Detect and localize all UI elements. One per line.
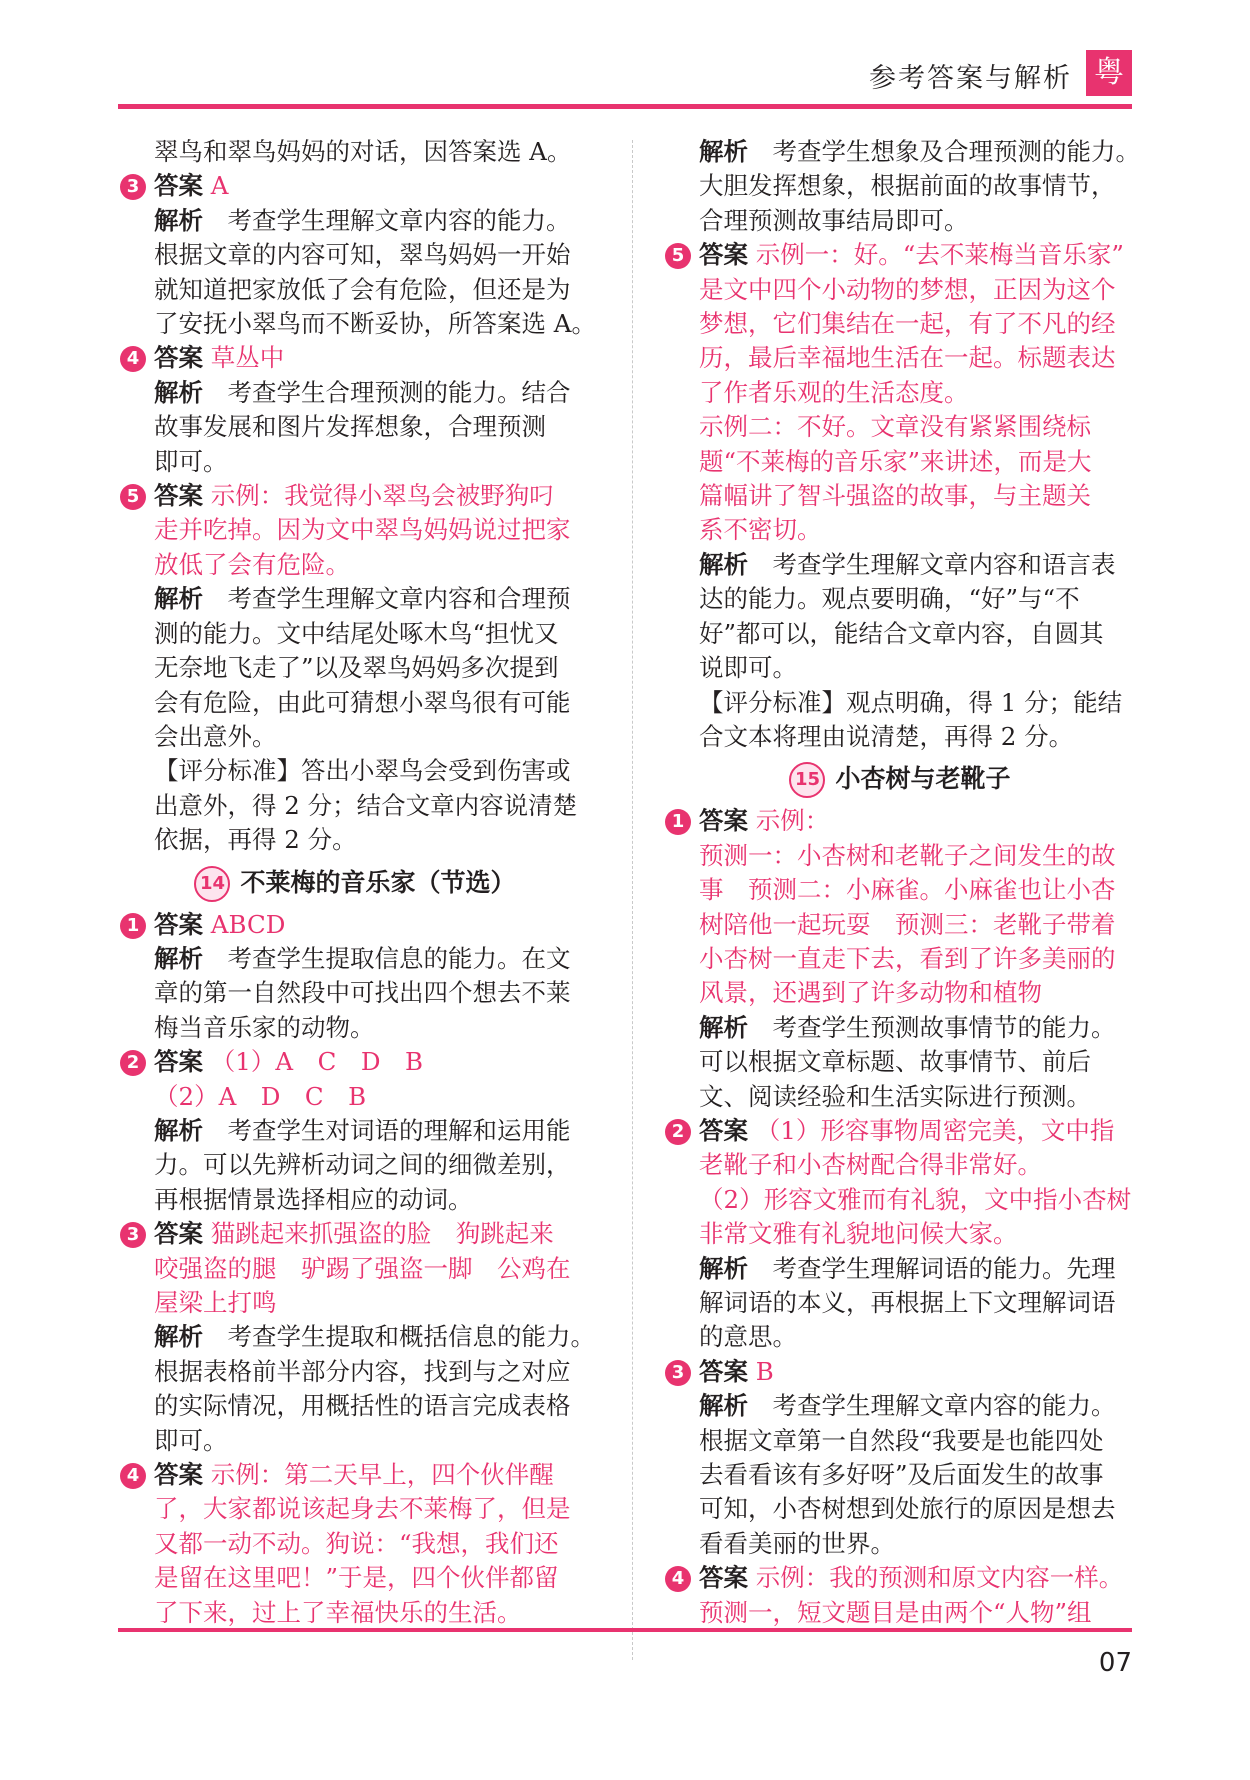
answer-text: （1）形容事物周密完美，文中指	[755, 1115, 1115, 1145]
answer-line	[126, 479, 590, 513]
answer-label: 答案	[154, 909, 203, 939]
analysis-text: 了安抚小翠鸟而不断妥协，所答案选 A。	[154, 309, 596, 339]
answer-label: 答案	[154, 171, 203, 201]
analysis-text: 看看美丽的世界。	[699, 1528, 895, 1558]
answer-line	[126, 169, 590, 203]
analysis-line	[699, 1011, 1135, 1045]
left-column	[120, 135, 596, 1630]
analysis-text: 考查学生提取和概括信息的能力。	[227, 1322, 595, 1352]
answer-text: 了下来，过上了幸福快乐的生活。	[154, 1597, 522, 1627]
analysis-text: 的实际情况，用概括性的语言完成表格	[154, 1391, 571, 1421]
answer-label: 答案	[154, 1047, 203, 1077]
answer-text: 预测一，短文题目是由两个“人物”组	[699, 1597, 1092, 1627]
analysis-text: 无奈地飞走了”以及翠鸟妈妈多次提到	[154, 653, 559, 683]
analysis-text: 好”都可以，能结合文章内容，自圆其	[699, 618, 1104, 648]
analysis-label: 解析	[699, 1012, 748, 1042]
analysis-line	[154, 1114, 590, 1148]
text-line: 翠鸟和翠鸟妈妈的对话，因答案选 A。	[154, 137, 572, 166]
answer-line	[671, 1114, 1135, 1148]
analysis-label: 解析	[154, 943, 203, 973]
analysis-text: 根据文章第一自然段“我要是也能四处	[699, 1425, 1104, 1455]
answer-text: 示例：	[755, 806, 830, 836]
region-badge: 粤	[1086, 50, 1132, 96]
answer-label: 答案	[154, 1219, 203, 1249]
analysis-text: 会出意外。	[154, 721, 277, 751]
analysis-text: 即可。	[154, 446, 228, 476]
answer-line	[126, 1217, 590, 1251]
answer-text: （2）A D C B	[154, 1081, 367, 1111]
analysis-text: 的意思。	[699, 1322, 797, 1352]
question-number-badge: 4	[120, 1463, 146, 1489]
answer-text: 走并吃掉。因为文中翠鸟妈妈说过把家	[154, 515, 571, 545]
analysis-label: 解析	[154, 1322, 203, 1352]
answer-text: 示例：第二天早上，四个伙伴醒	[210, 1460, 554, 1490]
question-number-badge: 3	[665, 1360, 691, 1386]
section-title: 小杏树与老靴子	[835, 764, 1011, 794]
answer-text: 事 预测二：小麻雀。小麻雀也让小杏	[699, 875, 1116, 905]
answer-text: 咬强盗的腿 驴踢了强盗一脚 公鸡在	[154, 1253, 571, 1283]
analysis-text: 根据文章的内容可知，翠鸟妈妈一开始	[154, 240, 571, 270]
answer-text: 老靴子和小杏树配合得非常好。	[699, 1150, 1042, 1180]
section-heading	[665, 754, 1135, 804]
analysis-label: 解析	[699, 549, 748, 579]
analysis-text: 考查学生理解文章内容的能力。	[227, 205, 571, 235]
answer-text: 树陪他一起玩耍 预测三：老靴子带着	[699, 909, 1116, 939]
analysis-label: 解析	[154, 1115, 203, 1145]
answer-label: 答案	[154, 481, 203, 511]
answer-label: 答案	[154, 1460, 203, 1490]
analysis-text: 故事发展和图片发挥想象，合理预测	[154, 412, 546, 442]
question-number-badge: 2	[665, 1119, 691, 1145]
answer-label: 答案	[699, 1115, 748, 1145]
analysis-text: 合理预测故事结局即可。	[699, 205, 969, 235]
answer-text: 又都一动不动。狗说：“我想，我们还	[154, 1528, 559, 1558]
question-number-badge: 4	[665, 1566, 691, 1592]
analysis-text: 根据表格前半部分内容，找到与之对应	[154, 1356, 571, 1386]
header-title: 参考答案与解析	[869, 63, 1072, 94]
answer-label: 答案	[154, 343, 203, 373]
answer-text: （2）形容文雅而有礼貌，文中指小杏树	[699, 1184, 1132, 1214]
answer-label: 答案	[699, 806, 748, 836]
analysis-text: 去看看该有多好呀”及后面发生的故事	[699, 1460, 1104, 1490]
analysis-text: 再根据情景选择相应的动词。	[154, 1184, 473, 1214]
analysis-text: 可知，小杏树想到处旅行的原因是想去	[699, 1494, 1116, 1524]
answer-text: ABCD	[210, 909, 286, 939]
analysis-text: 解词语的本义，再根据上下文理解词语	[699, 1288, 1116, 1317]
analysis-text: 考查学生理解文章内容的能力。	[772, 1391, 1116, 1421]
answer-line	[126, 1045, 590, 1079]
analysis-text: 就知道把家放低了会有危险，但还是为	[154, 274, 571, 304]
answer-text: （1）A C D B	[210, 1047, 423, 1077]
scoring-text: 合文本将理由说清楚，再得 2 分。	[699, 721, 1074, 751]
analysis-text: 可以根据文章标题、故事情节、前后	[699, 1047, 1091, 1077]
question-number-badge: 2	[120, 1050, 146, 1076]
answer-line	[126, 908, 590, 942]
answer-text: 放低了会有危险。	[154, 549, 350, 579]
scoring-text: 依据，再得 2 分。	[154, 825, 357, 855]
answer-line	[671, 1355, 1135, 1389]
analysis-line	[154, 1320, 595, 1354]
analysis-text: 力。可以先辨析动词之间的细微差别，	[154, 1150, 571, 1180]
column-divider	[632, 140, 633, 1660]
question-number-badge: 1	[120, 913, 146, 939]
answer-text: 了，大家都说该起身去不莱梅了，但是	[154, 1494, 571, 1524]
analysis-line	[699, 135, 1140, 169]
question-number-badge: 1	[665, 809, 691, 835]
section-number-badge: 15	[789, 762, 825, 798]
answer-line	[126, 1458, 590, 1492]
answer-line	[126, 341, 590, 375]
section-title: 不莱梅的音乐家（节选）	[240, 867, 516, 897]
answer-line	[671, 1561, 1135, 1595]
answer-text: 梦想，它们集结在一起，有了不凡的经	[699, 309, 1116, 339]
analysis-line	[154, 942, 590, 976]
analysis-label: 解析	[154, 377, 203, 407]
answer-text: 猫跳起来抓强盗的脸 狗跳起来	[210, 1219, 554, 1249]
analysis-text: 考查学生理解词语的能力。先理	[772, 1253, 1116, 1283]
answer-text: 示例一：好。“去不莱梅当音乐家”	[755, 240, 1124, 270]
analysis-text: 说即可。	[699, 653, 797, 683]
right-column	[665, 135, 1140, 1630]
analysis-line	[699, 1252, 1135, 1286]
analysis-line	[699, 548, 1135, 582]
analysis-text: 会有危险，由此可猜想小翠鸟很有可能	[154, 687, 571, 717]
answer-text: 是留在这里吧！”于是，四个伙伴都留	[154, 1563, 559, 1593]
analysis-text: 即可。	[154, 1425, 228, 1455]
answer-text: B	[755, 1356, 774, 1386]
answer-text: 示例二：不好。文章没有紧紧围绕标	[699, 412, 1091, 442]
answer-label: 答案	[699, 1563, 748, 1593]
answer-text: 屋梁上打鸣	[154, 1288, 277, 1317]
analysis-line	[699, 1389, 1135, 1423]
page-number: 07	[1098, 1648, 1132, 1678]
answer-text: 历，最后幸福地生活在一起。标题表达	[699, 343, 1116, 373]
question-number-badge: 3	[120, 1222, 146, 1248]
analysis-label: 解析	[699, 1253, 748, 1283]
analysis-label: 解析	[154, 584, 203, 614]
analysis-text: 考查学生理解文章内容和合理预	[227, 584, 571, 614]
question-number-badge: 5	[120, 484, 146, 510]
question-number-badge: 5	[665, 243, 691, 269]
answer-text: A	[210, 171, 229, 201]
analysis-label: 解析	[699, 1391, 748, 1421]
scoring-text: 出意外，得 2 分；结合文章内容说清楚	[154, 790, 578, 820]
analysis-text: 达的能力。观点要明确，“好”与“不	[699, 584, 1080, 614]
analysis-text: 章的第一自然段中可找出四个想去不莱	[154, 978, 571, 1008]
answer-text: 示例：我觉得小翠鸟会被野狗叼	[210, 481, 554, 511]
answer-label: 答案	[699, 1356, 748, 1386]
page-footer-rule	[118, 1628, 1132, 1632]
analysis-text: 测的能力。文中结尾处啄木鸟“担忧又	[154, 618, 559, 648]
question-number-badge: 4	[120, 346, 146, 372]
analysis-text: 考查学生想象及合理预测的能力。	[772, 137, 1140, 166]
answer-label: 答案	[699, 240, 748, 270]
question-number-badge: 3	[120, 174, 146, 200]
answer-text: 预测一：小杏树和老靴子之间发生的故	[699, 840, 1116, 870]
answer-text: 篇幅讲了智斗强盗的故事，与主题关	[699, 481, 1091, 511]
answer-text: 是文中四个小动物的梦想，正因为这个	[699, 274, 1116, 304]
analysis-text: 考查学生合理预测的能力。结合	[227, 377, 571, 407]
analysis-text: 梅当音乐家的动物。	[154, 1012, 375, 1042]
answer-text: 系不密切。	[699, 515, 822, 545]
scoring-text: 【评分标准】答出小翠鸟会受到伤害或	[154, 756, 571, 786]
page-header	[118, 50, 1132, 109]
answer-text: 示例：我的预测和原文内容一样。	[755, 1563, 1124, 1593]
analysis-text: 文、阅读经验和生活实际进行预测。	[699, 1081, 1091, 1111]
answer-text: 非常文雅有礼貌地问候大家。	[699, 1219, 1018, 1249]
section-number-badge: 14	[194, 866, 230, 902]
analysis-text: 大胆发挥想象，根据前面的故事情节，	[699, 171, 1116, 201]
analysis-line	[154, 204, 590, 238]
section-heading	[120, 858, 590, 908]
analysis-text: 考查学生提取信息的能力。在文	[227, 943, 571, 973]
analysis-label: 解析	[154, 205, 203, 235]
answer-text: 题“不莱梅的音乐家”来讲述，而是大	[699, 446, 1092, 476]
analysis-label: 解析	[699, 137, 748, 166]
answer-text: 了作者乐观的生活态度。	[699, 377, 969, 407]
analysis-line	[154, 582, 590, 616]
answer-line	[671, 238, 1135, 272]
analysis-line	[154, 376, 590, 410]
answer-text: 草丛中	[210, 343, 285, 373]
analysis-text: 考查学生对词语的理解和运用能	[227, 1115, 571, 1145]
answer-text: 风景，还遇到了许多动物和植物	[699, 978, 1042, 1008]
scoring-text: 【评分标准】观点明确，得 1 分；能结	[699, 687, 1123, 717]
analysis-text: 考查学生预测故事情节的能力。	[772, 1012, 1116, 1042]
answer-text: 小杏树一直走下去，看到了许多美丽的	[699, 943, 1116, 973]
analysis-text: 考查学生理解文章内容和语言表	[772, 549, 1116, 579]
answer-line	[671, 804, 1135, 838]
